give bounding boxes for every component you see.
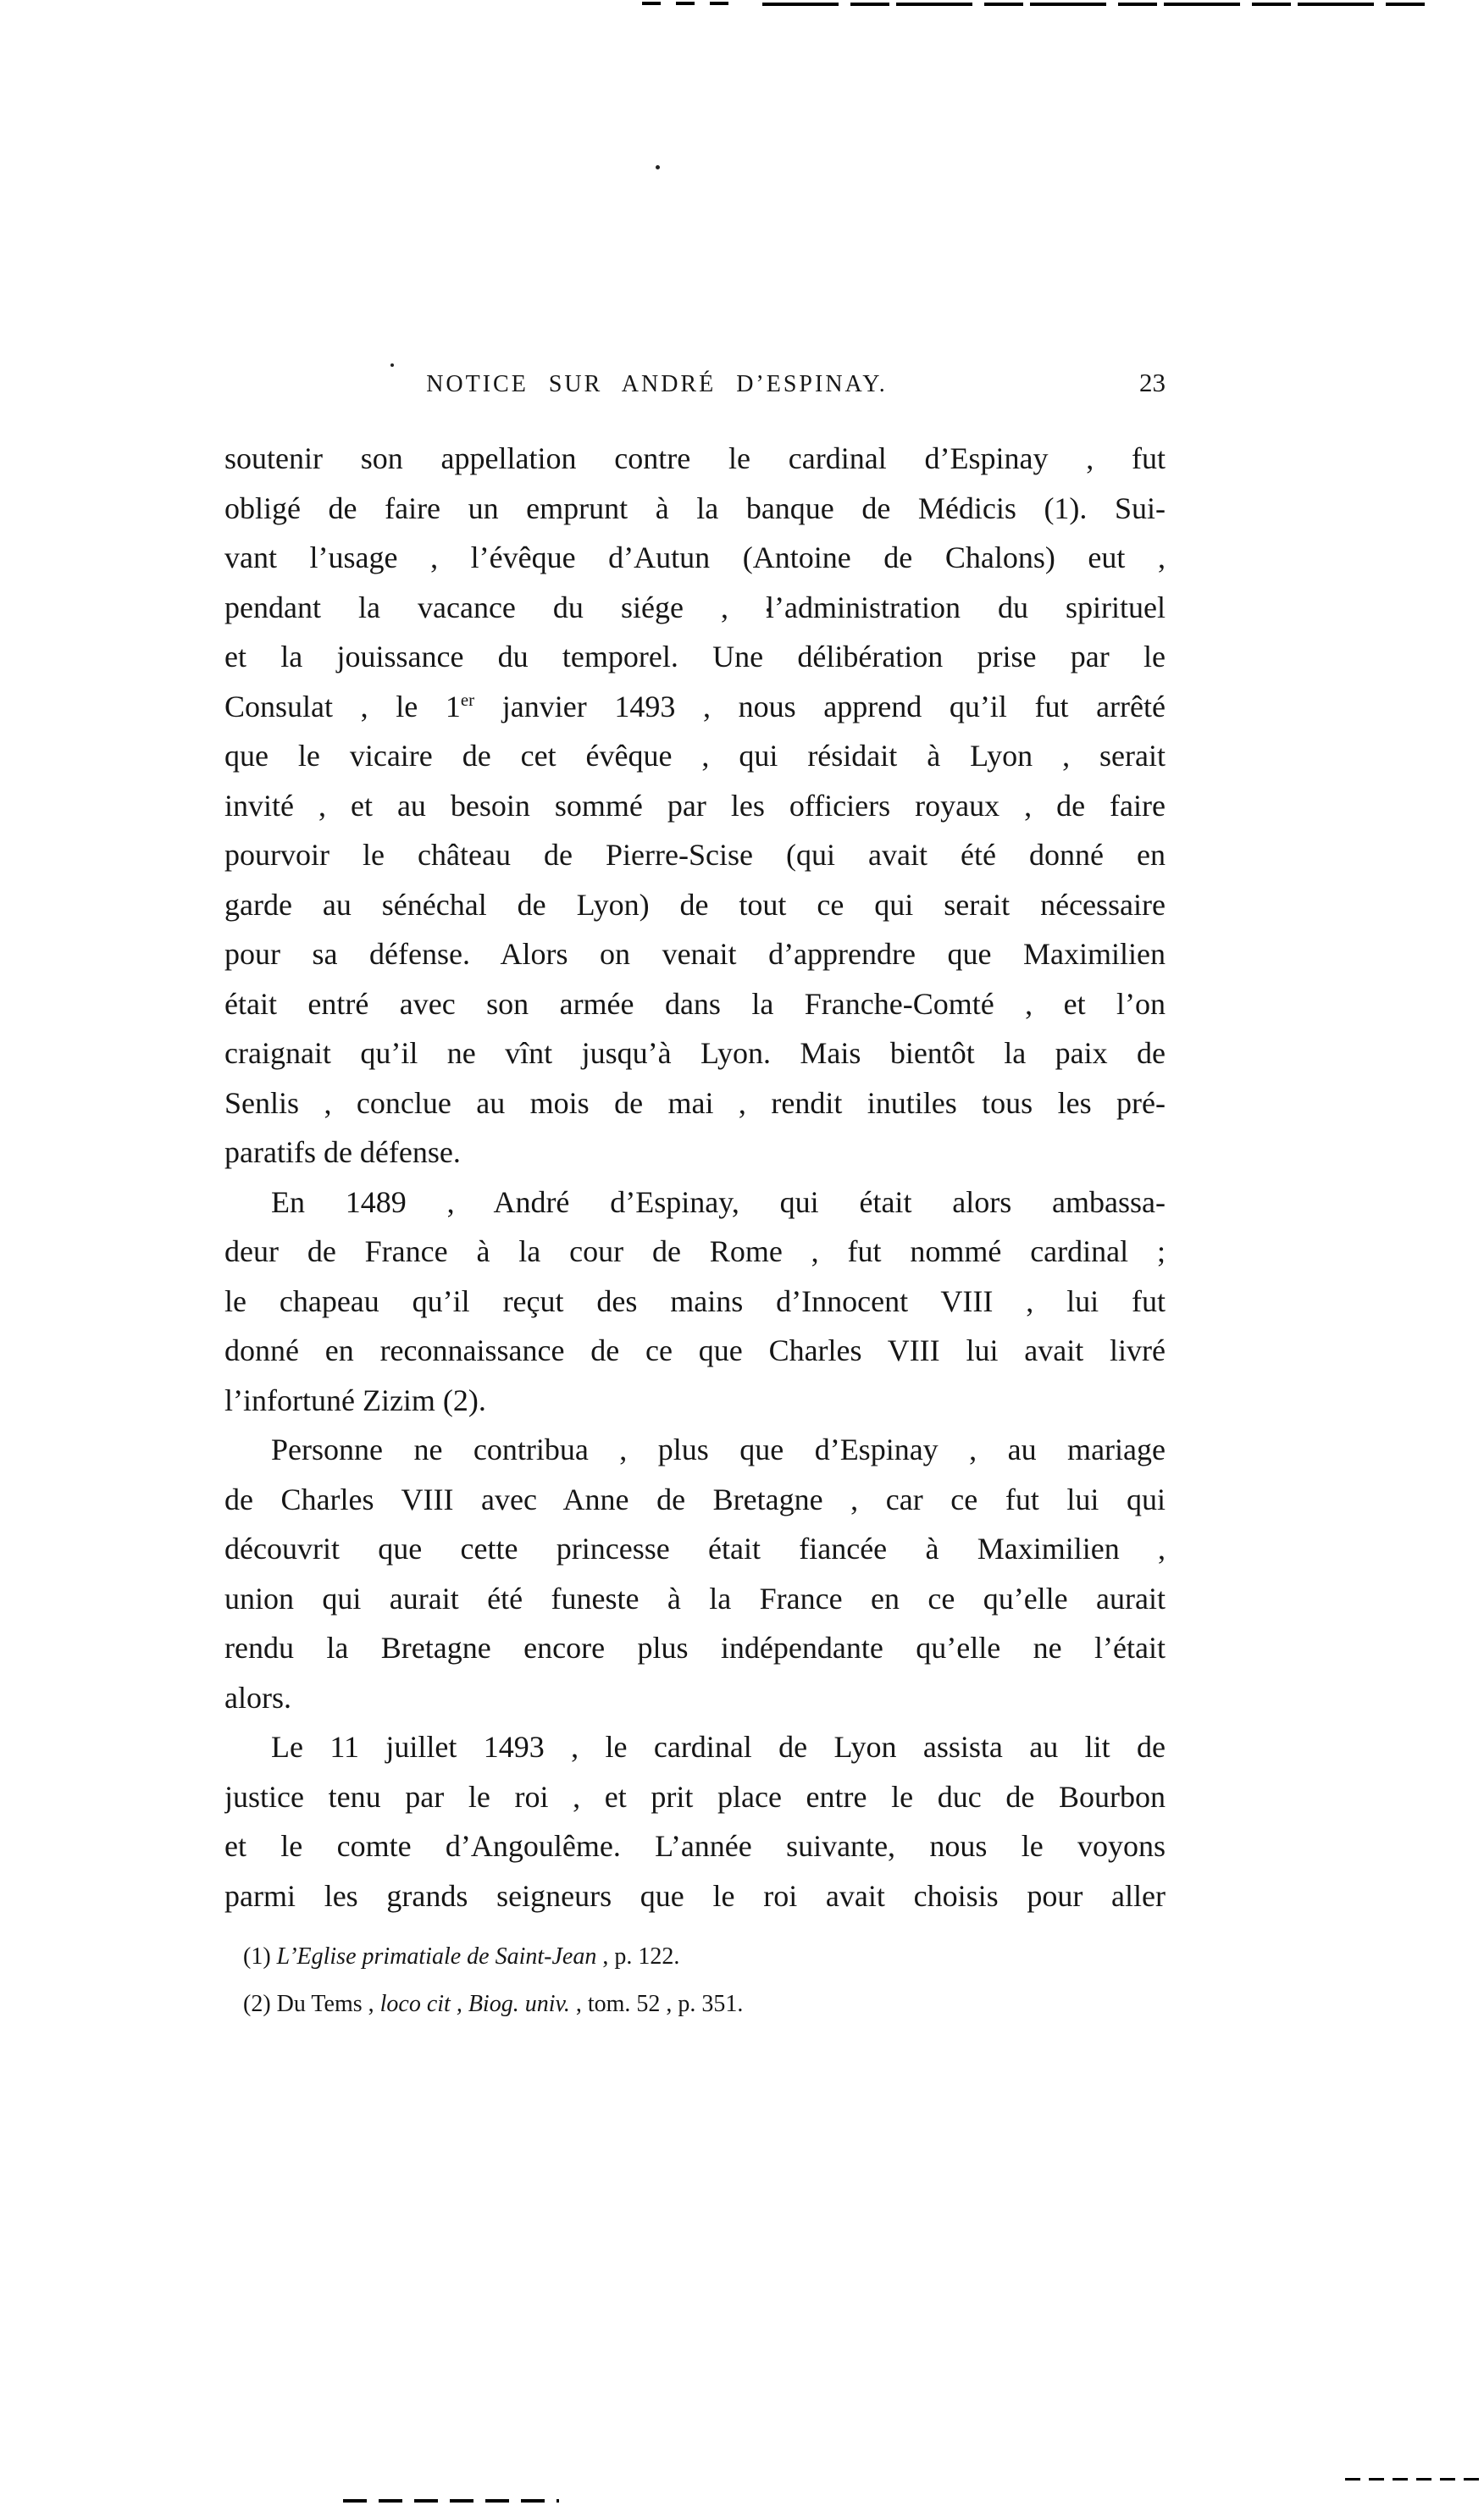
text-line: Senlis , conclue au mois de mai , rendit inutiles tous les pré- [224,1085,1166,1120]
text-line: de Charles VIII avec Anne de Bretagne , car ce fut lui qui [224,1482,1166,1516]
text-line: justice tenu par le roi , et prit place entre le duc de Bourbon [224,1779,1166,1814]
text-block [224,368,1166,1921]
paragraph [224,1722,1166,1921]
scan-artifact-top-dashes [642,2,735,5]
text-line: paratifs de défense. [224,1135,461,1169]
text-line: rendu la Bretagne encore plus indépendante qu’elle ne l’était [224,1631,1166,1665]
text-line: pourvoir le château de Pierre-Scise (qui avait été donné en [224,838,1166,872]
paragraph [224,434,1166,1178]
text-line: découvrit que cette princesse était fiancée à Maximilien , [224,1532,1166,1566]
text-line: pour sa défense. Alors on venait d’apprendre que Maximilien [224,937,1166,971]
footnote: (1) L’Eglise primatiale de Saint-Jean , p. 122. [243,1943,680,1970]
scan-speck [390,363,394,367]
text-line: le chapeau qu’il reçut des mains d’Innocent VIII , lui fut [224,1283,1166,1318]
scan-artifact-bottom-left-dashes [343,2499,559,2503]
footnotes [243,1933,1090,2028]
text-line: pendant la vacance du siége , l’administration du spirituel [224,590,1166,624]
text-line: vant l’usage , l’évêque d’Autun (Antoine de Chalons) eut , [224,540,1166,574]
text-line: En 1489 , André d’Espinay, qui était alors ambassa- [271,1184,1166,1219]
scan-artifact-top-line [762,3,1431,6]
text-line: que le vicaire de cet évêque , qui résidait à Lyon , serait [224,739,1166,773]
running-header [224,368,1166,434]
text-line: et la jouissance du temporel. Une délibération prise par le [224,640,1166,673]
text-line: l’infortuné Zizim (2). [224,1383,486,1417]
text-line: Personne ne contribua , plus que d’Espinay , au mariage [271,1433,1166,1466]
text-line: union qui aurait été funeste à la France en ce qu’elle aurait [224,1581,1166,1616]
text-line: parmi les grands seigneurs que le roi avait choisis pour aller [224,1878,1166,1913]
text-line: était entré avec son armée dans la Franche-Comté , et l’on [224,986,1166,1021]
paragraph [224,1178,1166,1426]
page-body-text [224,434,1166,1921]
page-number: 23 [1139,368,1166,397]
text-line: garde au sénéchal de Lyon) de tout ce qui serait nécessaire [224,887,1166,922]
text-line: Le 11 juillet 1493 , le cardinal de Lyon assista au lit de [271,1730,1166,1764]
scan-artifact-bottom-right-dashes [1345,2478,1481,2481]
text-line: Consulat , le 1er janvier 1493 , nous apprend qu’il fut arrêté [224,689,1166,723]
text-line: donné en reconnaissance de ce que Charles VIII lui avait livré [224,1333,1166,1367]
scan-speck [656,165,660,169]
paragraph [224,1425,1166,1722]
text-line: obligé de faire un emprunt à la banque de Médicis (1). Sui- [224,491,1166,525]
footnote: (2) Du Tems , loco cit , Biog. univ. , tom. 52 , p. 351. [243,1991,744,2017]
text-line: soutenir son appellation contre le cardinal d’Espinay , fut [224,441,1166,475]
text-line: alors. [224,1680,291,1715]
page-header-title: NOTICE SUR ANDRÉ D’ESPINAY. [426,371,888,397]
text-line: invité , et au besoin sommé par les officiers royaux , de faire [224,788,1166,823]
text-line: craignait qu’il ne vînt jusqu’à Lyon. Mais bientôt la paix de [224,1036,1166,1070]
text-line: deur de France à la cour de Rome , fut nommé cardinal ; [224,1234,1166,1268]
text-line: et le comte d’Angoulême. L’année suivante, nous le voyons [224,1829,1166,1863]
